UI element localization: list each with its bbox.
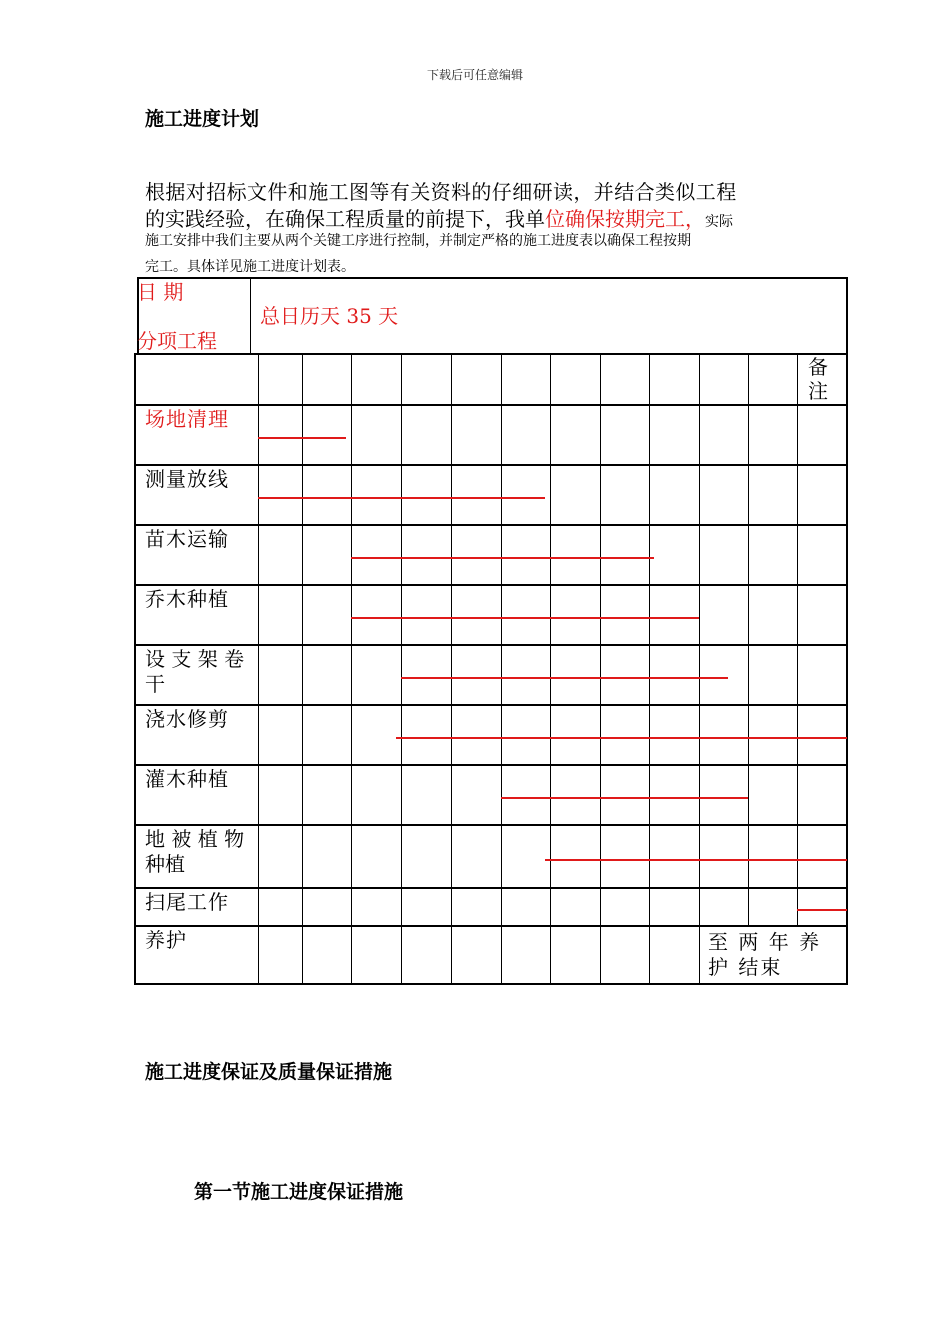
intro-line-1: 根据对招标文件和施工图等有关资料的仔细研读，并结合类似工程 bbox=[145, 180, 737, 204]
gantt-bar bbox=[797, 909, 847, 911]
section-title: 施工进度保证及质量保证措施 bbox=[145, 1061, 393, 1083]
task-name: 测量放线 bbox=[145, 467, 229, 491]
task-name: 扫尾工作 bbox=[145, 890, 229, 914]
row-line bbox=[134, 887, 848, 889]
col-line bbox=[699, 926, 700, 984]
col-line bbox=[258, 926, 259, 984]
total-days-label: 总日历天 35 天 bbox=[260, 304, 399, 328]
intro-line-2-small: 实际 bbox=[705, 214, 733, 230]
col-line bbox=[550, 353, 551, 926]
header-note: 下载后可任意编辑 bbox=[426, 68, 523, 82]
col-line bbox=[699, 353, 700, 926]
gantt-bar bbox=[501, 797, 748, 799]
table-top-border bbox=[137, 277, 848, 279]
task-name: 设 支 架 卷 干 bbox=[145, 647, 245, 696]
gantt-bar bbox=[258, 437, 346, 439]
col-line bbox=[451, 353, 452, 926]
maintenance-note: 至 两 年 养 护 结束 bbox=[708, 930, 822, 979]
row-line bbox=[134, 584, 848, 586]
col-line bbox=[302, 926, 303, 984]
task-name: 浇水修剪 bbox=[145, 707, 229, 731]
row-line bbox=[134, 925, 848, 927]
intro-line-3: 施工安排中我们主要从两个关键工序进行控制，并制定严格的施工进度表以确保工程按期 bbox=[145, 233, 691, 249]
col-line bbox=[649, 353, 650, 926]
col-line bbox=[649, 926, 650, 984]
row-line bbox=[134, 644, 848, 646]
col-line bbox=[748, 353, 749, 926]
intro-line-2-a: 的实践经验，在确保工程质量的前提下，我单 bbox=[145, 207, 545, 231]
date-label: 日 期 bbox=[137, 280, 184, 304]
header-right-border bbox=[846, 277, 848, 353]
gantt-bar bbox=[351, 557, 654, 559]
row-line bbox=[134, 524, 848, 526]
row-line bbox=[134, 983, 848, 985]
table-left-border bbox=[134, 353, 136, 985]
table-right-border bbox=[846, 353, 848, 985]
col-line bbox=[401, 353, 402, 926]
col-line bbox=[501, 926, 502, 984]
task-name: 灌木种植 bbox=[145, 767, 229, 791]
subsection-title: 第一节施工进度保证措施 bbox=[194, 1181, 404, 1203]
row-line bbox=[134, 404, 848, 406]
gantt-bar bbox=[258, 497, 545, 499]
task-name: 场地清理 bbox=[145, 407, 229, 431]
gantt-bar bbox=[545, 859, 847, 861]
remarks-header: 备注 bbox=[808, 355, 828, 403]
header-divider bbox=[250, 277, 251, 353]
col-line bbox=[550, 926, 551, 984]
gantt-bar bbox=[396, 737, 847, 739]
col-line bbox=[501, 353, 502, 926]
task-name: 乔木种植 bbox=[145, 587, 229, 611]
row-line bbox=[134, 764, 848, 766]
gantt-bar bbox=[401, 677, 728, 679]
col-line bbox=[351, 926, 352, 984]
col-line bbox=[401, 926, 402, 984]
col-line bbox=[351, 353, 352, 926]
row-line bbox=[134, 464, 848, 466]
page-title: 施工进度计划 bbox=[145, 108, 260, 130]
row-line bbox=[134, 704, 848, 706]
col-line bbox=[600, 926, 601, 984]
col-line bbox=[600, 353, 601, 926]
row-line bbox=[134, 824, 848, 826]
col-line bbox=[451, 926, 452, 984]
item-label: 分项工程 bbox=[137, 329, 217, 353]
task-name: 苗木运输 bbox=[145, 527, 229, 551]
task-name: 养护 bbox=[145, 928, 187, 952]
intro-line-2-red: 位确保按期完工， bbox=[545, 207, 705, 231]
task-name: 地 被 植 物 种植 bbox=[145, 827, 245, 876]
gantt-bar bbox=[351, 617, 699, 619]
intro-line-4: 完工。具体详见施工进度计划表。 bbox=[145, 259, 355, 275]
col-line bbox=[797, 353, 798, 926]
